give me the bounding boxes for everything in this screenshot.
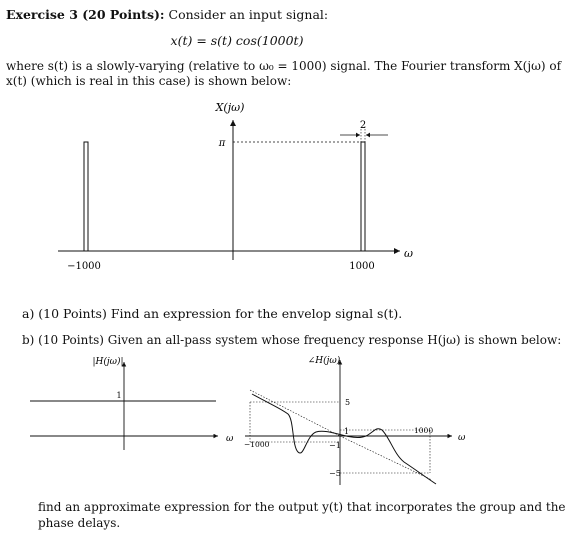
exercise-intro: Consider an input signal: — [168, 7, 329, 22]
phase-response-plot — [240, 350, 474, 488]
closing-line-1: find an approximate expression for the output y(t) that incorporates the group and the — [38, 500, 566, 514]
pi-label: π — [218, 138, 226, 149]
tick-label-1: 1 — [116, 391, 122, 400]
spectrum-rect-negative — [84, 142, 88, 251]
tangent-line-positive — [340, 436, 432, 480]
width-label: 2 — [359, 120, 367, 131]
tick-label-pos-1000: 1000 — [414, 426, 434, 435]
y-axis-label: ∠H(jω) — [307, 356, 341, 366]
x-axis-label: ω — [404, 247, 413, 260]
tick-label-pos-1000: 1000 — [349, 261, 375, 272]
x-axis-label: ω — [226, 434, 234, 444]
tick-label-neg-1000: −1000 — [244, 440, 270, 449]
tangent-line-negative — [250, 390, 340, 436]
tick-label-neg-1000: −1000 — [67, 261, 101, 272]
tick-label-m5: −5 — [329, 469, 341, 478]
exercise-title: Exercise 3 (20 Points): — [6, 7, 165, 22]
closing-line-2: phase delays. — [38, 516, 121, 530]
y-axis-label: X(jω) — [215, 101, 245, 114]
magnitude-response-plot — [0, 350, 240, 460]
description-line-2: x(t) (which is real in this case) is shown below: — [6, 74, 292, 88]
signal-equation: x(t) = s(t) cos(1000t) — [170, 33, 304, 48]
phase-curve — [252, 394, 436, 484]
tick-label-5: 5 — [345, 398, 351, 407]
tick-label-m1: −1 — [329, 441, 341, 450]
fourier-transform-plot — [0, 95, 474, 280]
description-line-1: where s(t) is a slowly-varying (relative to ω₀ = 1000) signal. The Fourier transform X(jω) of — [6, 59, 562, 73]
tick-label-1: 1 — [344, 427, 350, 436]
question-b: b) (10 Points) Given an all-pass system whose frequency response H(jω) is shown below: — [22, 333, 562, 347]
y-axis-label: |H(jω)| — [92, 357, 124, 367]
spectrum-rect-positive — [361, 142, 365, 251]
x-axis-label: ω — [458, 433, 466, 443]
question-a: a) (10 Points) Find an expression for the envelop signal s(t). — [22, 306, 403, 321]
exercise-header — [6, 7, 328, 22]
